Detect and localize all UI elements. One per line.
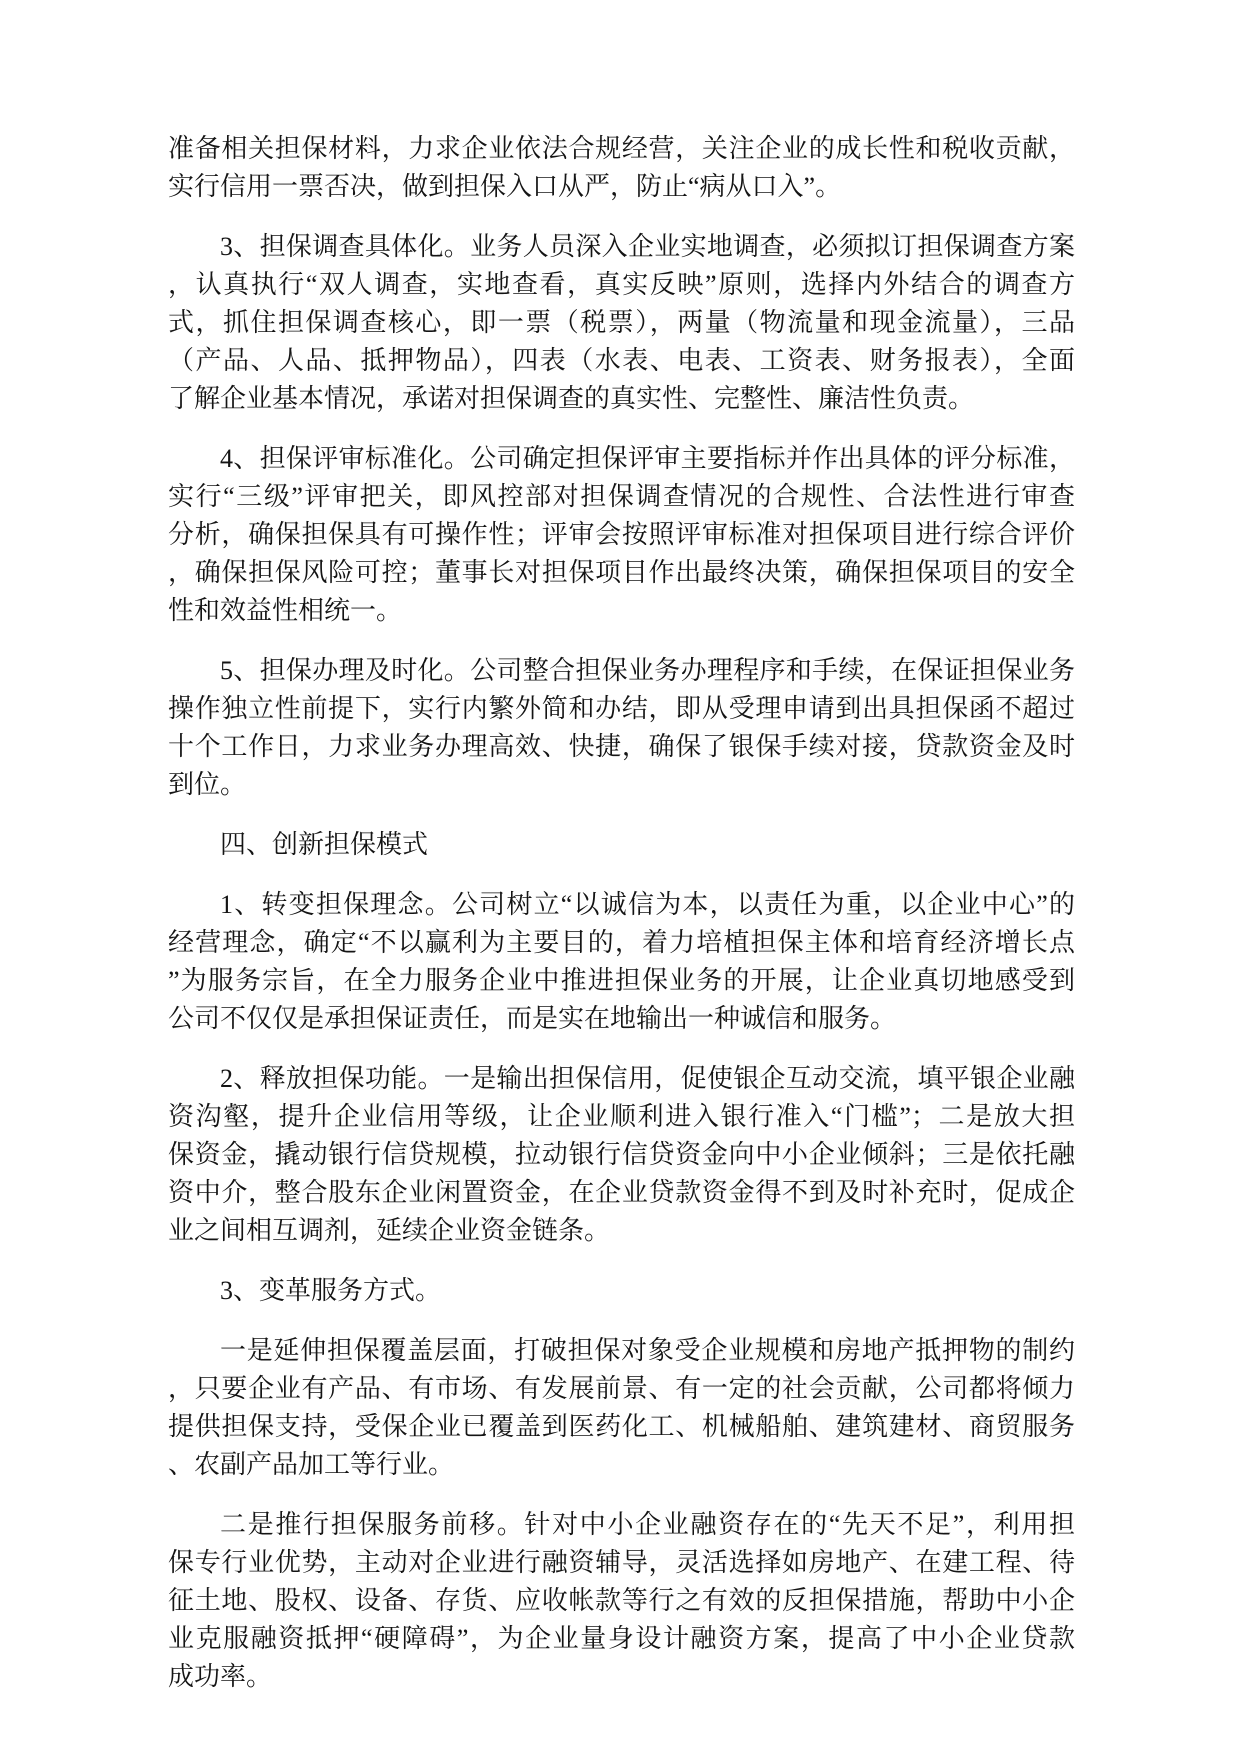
paragraph: [168, 130, 1075, 206]
text-line: 保专行业优势，主动对企业进行融资辅导，灵活选择如房地产、在建工程、待: [168, 1548, 1075, 1577]
text-line: 3、变革服务方式。: [220, 1276, 442, 1305]
text-line: 5、担保办理及时化。公司整合担保业务办理程序和手续，在保证担保业务: [220, 656, 1075, 685]
text-line: ，只要企业有产品、有市场、有发展前景、有一定的社会贡献，公司都将倾力: [168, 1374, 1075, 1403]
text-line: 公司不仅仅是承担保证责任，而是实在地输出一种诚信和服务。: [168, 1004, 897, 1033]
text-line: 操作独立性前提下，实行内繁外简和办结，即从受理申请到出具担保函不超过: [168, 694, 1075, 723]
text-line: 实行信用一票否决，做到担保入口从严，防止“病从口入”。: [168, 172, 842, 201]
text-line: 提供担保支持，受保企业已覆盖到医药化工、机械船舶、建筑建材、商贸服务: [168, 1412, 1075, 1441]
text-line: 3、担保调查具体化。业务人员深入企业实地调查，必须拟订担保调查方案: [220, 232, 1075, 261]
text-line: 4、担保评审标准化。公司确定担保评审主要指标并作出具体的评分标准，: [220, 444, 1075, 473]
text-line: 成功率。: [168, 1662, 273, 1691]
paragraph: [168, 1332, 1075, 1484]
text-line: 准备相关担保材料，力求企业依法合规经营，关注企业的成长性和税收贡献，: [168, 134, 1075, 163]
text-line: 业之间相互调剂，延续企业资金链条。: [168, 1216, 611, 1245]
text-line: （产品、人品、抵押物品），四表（水表、电表、工资表、财务报表），全面: [168, 346, 1075, 375]
text-line: 十个工作日，力求业务办理高效、快捷，确保了银保手续对接，贷款资金及时: [168, 732, 1075, 761]
text-line: 资沟壑，提升企业信用等级，让企业顺利进入银行准入“门槛”；二是放大担: [168, 1102, 1075, 1131]
text-line: 实行“三级”评审把关，即风控部对担保调查情况的合规性、合法性进行审查: [168, 482, 1075, 511]
paragraph: [168, 228, 1075, 418]
text-line: 到位。: [168, 770, 247, 799]
text-line: 1、转变担保理念。公司树立“以诚信为本，以责任为重，以企业中心”的: [220, 890, 1075, 919]
text-line: 分析，确保担保具有可操作性；评审会按照评审标准对担保项目进行综合评价: [168, 520, 1075, 549]
paragraph: [168, 440, 1075, 630]
text-line: 了解企业基本情况，承诺对担保调查的真实性、完整性、廉洁性负责。: [168, 384, 975, 413]
text-line: 一是延伸担保覆盖层面，打破担保对象受企业规模和房地产抵押物的制约: [220, 1336, 1075, 1365]
text-line: 四、创新担保模式: [220, 830, 429, 859]
text-line: ”为服务宗旨，在全力服务企业中推进担保业务的开展，让企业真切地感受到: [168, 966, 1075, 995]
text-line: 二是推行担保服务前移。针对中小企业融资存在的“先天不足”，利用担: [220, 1510, 1075, 1539]
text-line: 保资金，撬动银行信贷规模，拉动银行信贷资金向中小企业倾斜；三是依托融: [168, 1140, 1075, 1169]
text-line: 经营理念，确定“不以赢利为主要目的，着力培植担保主体和培育经济增长点: [168, 928, 1075, 957]
document-content: [168, 130, 1075, 1696]
paragraph: [168, 652, 1075, 804]
text-line: ，确保担保风险可控；董事长对担保项目作出最终决策，确保担保项目的安全: [168, 558, 1075, 587]
paragraph: [168, 1506, 1075, 1696]
paragraph: [168, 826, 1075, 864]
text-line: 2、释放担保功能。一是输出担保信用，促使银企互动交流，填平银企业融: [220, 1064, 1075, 1093]
text-line: 式，抓住担保调查核心，即一票（税票），两量（物流量和现金流量），三品: [168, 308, 1075, 337]
text-line: 、农副产品加工等行业。: [168, 1450, 455, 1479]
paragraph: [168, 1272, 1075, 1310]
text-line: 征土地、股权、设备、存货、应收帐款等行之有效的反担保措施，帮助中小企: [168, 1586, 1075, 1615]
text-line: 性和效益性相统一。: [168, 596, 403, 625]
text-line: 资中介，整合股东企业闲置资金，在企业贷款资金得不到及时补充时，促成企: [168, 1178, 1075, 1207]
paragraph: [168, 886, 1075, 1038]
text-line: 业克服融资抵押“硬障碍”，为企业量身设计融资方案，提高了中小企业贷款: [168, 1624, 1075, 1653]
paragraph: [168, 1060, 1075, 1250]
text-line: ，认真执行“双人调查，实地查看，真实反映”原则，选择内外结合的调查方: [168, 270, 1075, 299]
